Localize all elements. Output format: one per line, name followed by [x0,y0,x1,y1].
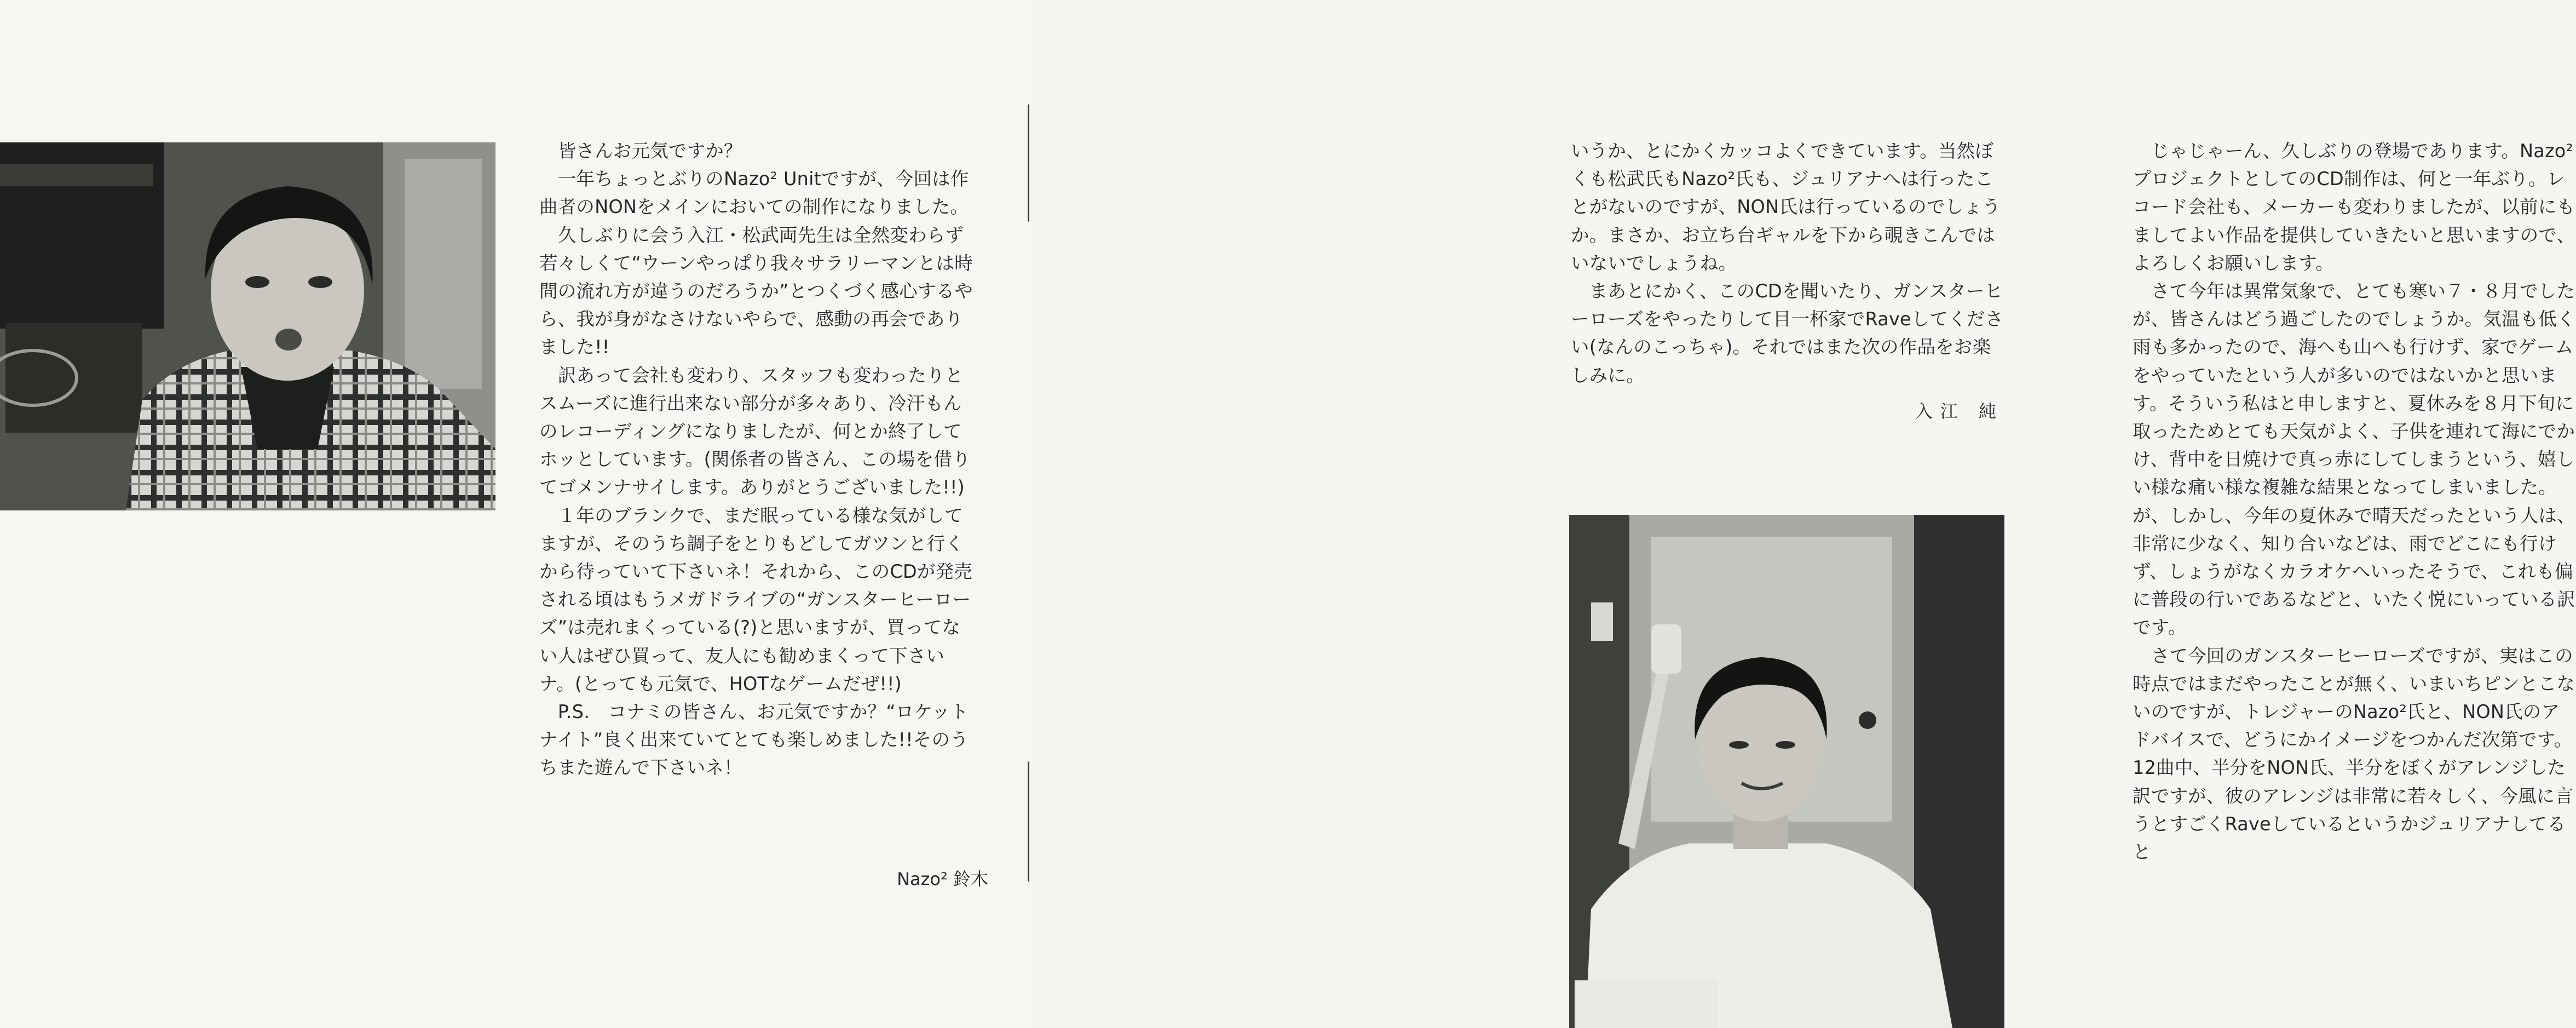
portrait-photo-right [1569,515,2004,1028]
left-page [0,0,1029,1028]
signature-right: 入江 純 [1915,401,2004,422]
article-body-right-col1: じゃじゃーん、久しぶりの登場であります。Nazo²プロジェクトとしてのCD制作は、何と一年ぶり。レコード会社も、メーカーも変わりましたが、以前にもましてよい作品を提供していきたいと思いますので、よろしくお願いします。 さて今年は異常気象で、とても寒い７・８月でしたが、皆さんはどう過ごしたのでしょうか。気温も低く雨も多かったので、海へも山へも行けず、家でゲームをやっていたという人が多いのではないかと思います。そういう私はと申しますと、夏休みを８月下旬に取ったためとても天気がよく、子供を連れて海にでかけ、背中を日焼けで真っ赤にしてしまうという、嬉しい様な痛い様な複雑な結果となってしまいました。が、しかし、今年の夏休みで晴天だったという人は、非常に少なく、知り合いなどは、雨でどこにも行けず、しょうがなくカラオケへいったそうで、これも偏に普段の行いであるなどと、いたく悦にいっている訳です。 さて今回のガンスターヒーローズですが、実はこの時点ではまだやったことが無く、いまいちピンとこないのですが、トレジャーのNazo²氏と、NON氏のアドバイスで、どうにかイメージをつかんだ次第です。12曲中、半分をNON氏、半分をぼくがアレンジした訳ですが、彼のアレンジは非常に若々しく、今風に言うとすごくRaveしているというかジュリアナしてると [2133,140,2575,863]
portrait-illustration-left [0,142,495,510]
portrait-illustration-right [1569,515,2004,1028]
portrait-photo-left [0,142,495,510]
article-body-left: 皆さんお元気ですか？ 一年ちょっとぶりのNazo² Unitですが、今回は作曲者のNONをメインにおいての制作になりました。 久しぶりに会う入江・松武両先生は全然変わらず若々しくて“ウーンやっぱり我々サラリーマンとは時間の流れ方が違うのだろうか”とつくづく感心するやら、我が身がなさけないやらで、感動の再会でありました!! 訳あって会社も変わり、スタッフも変わったりとスムーズに進行出来ない部分が多々あり、冷汗もんのレコーディングになりましたが、何とか終了してホッとしています。(関係者の皆さん、この場を借りてゴメンナサイします。ありがとうございました!!) １年のブランクで、まだ眠っている様な気がしてますが、そのうち調子をとりもどしてガツンと行くから待っていて下さいネ！それから、このCDが発売される頃はもうメガドライブの“ガンスターヒーローズ”は売れまくっている(?)と思いますが、買ってない人はぜひ買って、友人にも勧めまくって下さいナ。(とっても元気で、HOTなゲームだぜ!!) P.S. コナミの皆さん、お元気ですか？“ロケットナイト”良く出来ていてとても楽しめました!!そのうちまた遊んで下さいネ！ [539,140,973,779]
article-body-right-col2: いうか、とにかくカッコよくできています。当然ぼくも松武氏もNazo²氏も、ジュリアナへは行ったことがないのですが、NON氏は行っているのでしょうか。まさか、お立ち台ギャルを下から覗きこんではいないでしょうね。 まあとにかく、このCDを聞いたり、ガンスターヒーローズをやったりして目一杯家でRaveしてください(なんのこっちゃ)。それではまた次の作品をお楽しみに。 [1571,140,2004,386]
signature-left: Nazo² 鈴木 [897,869,988,889]
